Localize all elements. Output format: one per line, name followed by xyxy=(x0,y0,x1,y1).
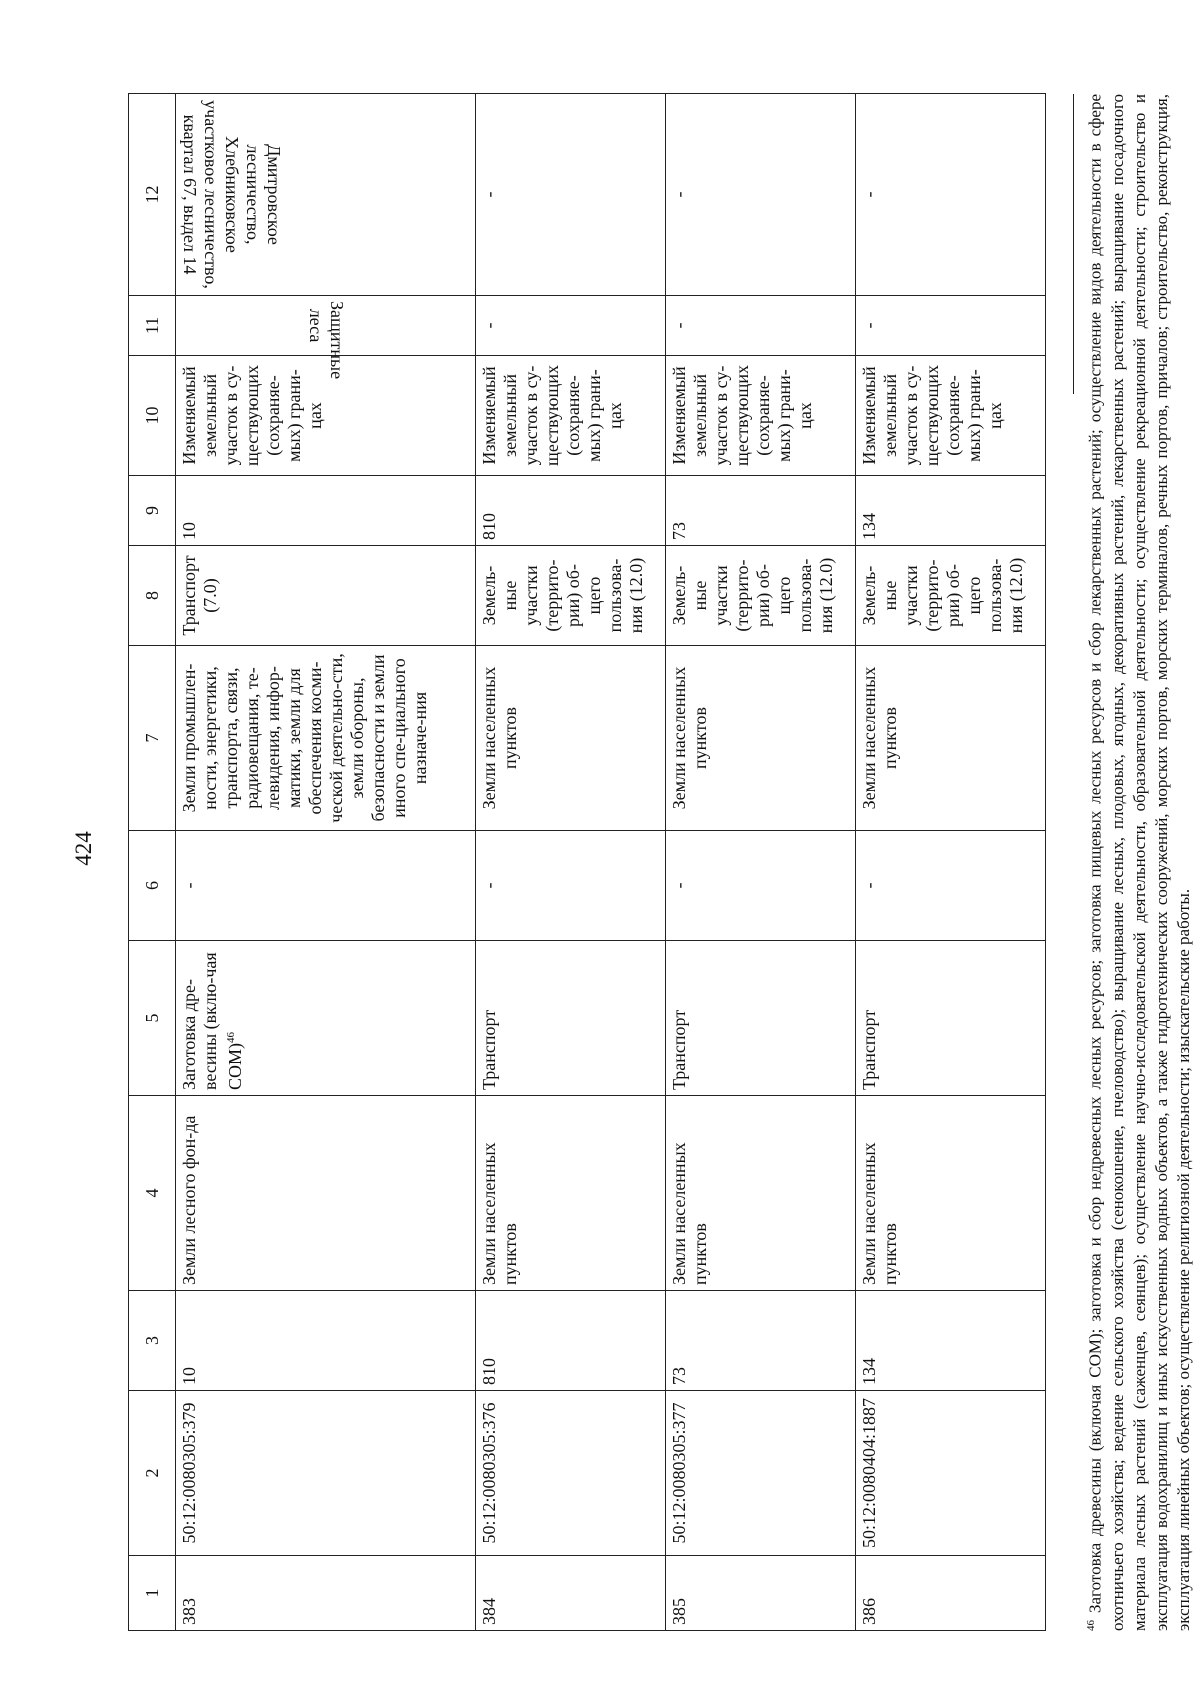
cell-text: 386 xyxy=(859,1598,879,1625)
cell-text: Защитные леса xyxy=(305,301,347,380)
cell-col-11 xyxy=(176,296,476,380)
cell-text: Изменяемый земельный участок в су-ществующих (сохраняе-мых) грани-цах xyxy=(179,365,325,466)
cell-text: Земли населенных пунктов xyxy=(859,666,900,810)
cell-text: Заготовка дре-весины (вклю-чая СОМ) xyxy=(179,952,245,1090)
cell-col-8 xyxy=(666,546,856,646)
cell-text: Изменяемый земельный участок в су-ществующих (сохраняе-мых) грани-цах xyxy=(669,365,815,466)
cell-col-6 xyxy=(176,831,476,941)
cell-text: Земель-ные участки (террито-рии) об-щего пользова-ния (12.0) xyxy=(859,557,1026,634)
cell-col-6 xyxy=(476,831,666,941)
cell-col-9 xyxy=(666,476,856,546)
cell-col-8 xyxy=(176,546,476,646)
cell-col-1 xyxy=(666,1556,856,1631)
cell-text: Земли населенных пунктов xyxy=(859,1142,900,1285)
header-cell-2: 2 xyxy=(129,1391,176,1556)
cell-col-7 xyxy=(856,646,1046,831)
cell-text: 50:12:0080305:379 xyxy=(179,1402,199,1544)
cell-col-5 xyxy=(176,941,476,1096)
page-number: 424 xyxy=(71,831,96,866)
cell-col-1 xyxy=(856,1556,1046,1631)
cell-text: 10 xyxy=(179,1367,199,1385)
cell-text: 384 xyxy=(479,1598,499,1625)
cell-col-3 xyxy=(476,1291,666,1391)
cell-col-9 xyxy=(476,476,666,546)
header-cell-9: 9 xyxy=(129,476,176,546)
cell-text: - xyxy=(859,322,879,329)
cell-col-12 xyxy=(666,94,856,296)
header-cell-5: 5 xyxy=(129,941,176,1096)
cell-text: 50:12:0080305:376 xyxy=(479,1402,499,1544)
cell-col-8 xyxy=(476,546,666,646)
cell-text: - xyxy=(669,191,689,198)
cell-text: - xyxy=(479,882,499,889)
cell-text: - xyxy=(669,882,689,889)
table-row xyxy=(476,94,666,1631)
table-row xyxy=(176,94,476,1631)
cell-text: Дмитровское лесничество, Хлебниковское участковое лесничество, квартал 67, выдел 14 xyxy=(180,100,284,289)
cell-col-11 xyxy=(476,296,666,356)
cell-text: Земли промышлен-ности, энергетики, транспорта, связи, радиовещания, те-левидения, инфор-матики, земли для обеспечения косми-ческой деятельно-сти, земли обороны, безопасности и земли иного спе-циального назначе-ния xyxy=(179,653,430,823)
cell-text: Земли населенных пунктов xyxy=(669,1142,710,1285)
table-row xyxy=(666,94,856,1631)
cell-col-5 xyxy=(476,941,666,1096)
cell-text: - xyxy=(859,882,879,889)
cell-text: 810 xyxy=(479,1358,499,1385)
cell-col-2 xyxy=(476,1391,666,1556)
table-row xyxy=(856,94,1046,1631)
cell-col-2 xyxy=(856,1391,1046,1556)
cell-col-3 xyxy=(856,1291,1046,1391)
cell-col-9 xyxy=(176,476,476,546)
cell-col-6 xyxy=(666,831,856,941)
cell-col-11 xyxy=(666,296,856,356)
cell-col-4 xyxy=(476,1096,666,1291)
cell-text: - xyxy=(859,191,879,198)
header-cell-10: 10 xyxy=(129,356,176,476)
table-container xyxy=(128,94,1026,1631)
cell-col-12 xyxy=(176,94,476,296)
cell-text: Земель-ные участки (террито-рии) об-щего пользова-ния (12.0) xyxy=(479,557,646,634)
cell-text: Транспорт xyxy=(669,1009,689,1090)
cell-col-10 xyxy=(476,356,666,476)
cell-col-9 xyxy=(856,476,1046,546)
cell-text: Изменяемый земельный участок в су-ществующих (сохраняе-мых) грани-цах xyxy=(479,365,625,466)
cell-text: Транспорт xyxy=(479,1009,499,1090)
cell-text: 73 xyxy=(669,1367,689,1385)
header-cell-1: 1 xyxy=(129,1556,176,1631)
cell-text: Земли лесного фон-да xyxy=(179,1115,199,1285)
footnote-marker: 46 xyxy=(1085,1620,1097,1631)
footnote-text: Заготовка древесины (включая СОМ); заготовка и сбор недревесных лесных ресурсов; заготовка пищевых лесных ресурсов и сбор лекарственных растений; осуществление видов деятельности в сфере охотничьего хозяйства; ведение сельского хозяйства (сенокошение, пчеловодство); выращивание лесных, плодовых, ягодных, декоративных растений, лекарственных растений; выращивание посадочного материала лесных растений (саженцев, сеянцев); осуществление научно-исследовательской деятельности, образовательной деятельности; осуществление рекреационной деятельности; строительство и эксплуатация водохранилищ и иных искусственных водных объектов, а также гидротехнических сооружений, морских портов, морских терминалов, речных портов, причалов; строительство, реконструкция, эксплуатация линейных объектов; осуществление религиозной деятельности; изыскательские работы. xyxy=(1085,93,1193,1631)
cell-col-6 xyxy=(856,831,1046,941)
cell-text: 50:12:0080404:1887 xyxy=(859,1398,879,1549)
cell-text: - xyxy=(669,322,689,329)
header-cell-12: 12 xyxy=(129,94,176,296)
cell-text: - xyxy=(479,191,499,198)
header-cell-11: 11 xyxy=(129,296,176,356)
header-cell-6: 6 xyxy=(129,831,176,941)
cell-col-10 xyxy=(856,356,1046,476)
cell-text: Изменяемый земельный участок в су-ществующих (сохраняе-мых) грани-цах xyxy=(859,365,1005,466)
header-cell-3: 3 xyxy=(129,1291,176,1391)
cell-col-2 xyxy=(666,1391,856,1556)
cell-col-3 xyxy=(666,1291,856,1391)
cell-col-4 xyxy=(176,1096,476,1291)
header-cell-7: 7 xyxy=(129,646,176,831)
cell-text: Транспорт (7.0) xyxy=(179,555,220,636)
cell-col-4 xyxy=(666,1096,856,1291)
cell-text: 383 xyxy=(179,1598,199,1625)
cell-col-12 xyxy=(856,94,1046,296)
cell-col-7 xyxy=(176,646,476,831)
cell-col-10 xyxy=(666,356,856,476)
cell-col-3 xyxy=(176,1291,476,1391)
cell-col-5 xyxy=(856,941,1046,1096)
cell-text: 810 xyxy=(479,513,499,540)
cell-text: Земель-ные участки (террито-рии) об-щего пользова-ния (12.0) xyxy=(669,557,836,634)
cell-col-10 xyxy=(176,356,476,476)
cell-col-12 xyxy=(476,94,666,296)
cell-col-11 xyxy=(856,296,1046,356)
cell-col-1 xyxy=(176,1556,476,1631)
cell-col-2 xyxy=(176,1391,476,1556)
footnote-divider xyxy=(1073,94,1074,394)
header-row xyxy=(129,94,176,1631)
header-cell-4: 4 xyxy=(129,1096,176,1291)
header-cell-8: 8 xyxy=(129,546,176,646)
cell-text: - xyxy=(479,322,499,329)
cell-text: Транспорт xyxy=(859,1009,879,1090)
cell-text: 10 xyxy=(179,522,199,540)
land-plots-table xyxy=(128,93,1046,1631)
footnote-ref: 46 xyxy=(225,1031,237,1043)
cell-col-1 xyxy=(476,1556,666,1631)
cell-col-4 xyxy=(856,1096,1046,1291)
cell-text: Земли населенных пунктов xyxy=(479,666,520,810)
cell-col-8 xyxy=(856,546,1046,646)
cell-text: 134 xyxy=(859,513,879,540)
cell-text: - xyxy=(179,882,199,889)
cell-col-5 xyxy=(666,941,856,1096)
cell-col-7 xyxy=(666,646,856,831)
cell-text: Земли населенных пунктов xyxy=(479,1142,520,1285)
cell-text: Земли населенных пунктов xyxy=(669,666,710,810)
footnote xyxy=(1080,93,1193,1631)
cell-text: 134 xyxy=(859,1358,879,1385)
cell-text: 73 xyxy=(669,522,689,540)
cell-text: 385 xyxy=(669,1598,689,1625)
cell-text: 50:12:0080305:377 xyxy=(669,1402,689,1544)
cell-col-7 xyxy=(476,646,666,831)
